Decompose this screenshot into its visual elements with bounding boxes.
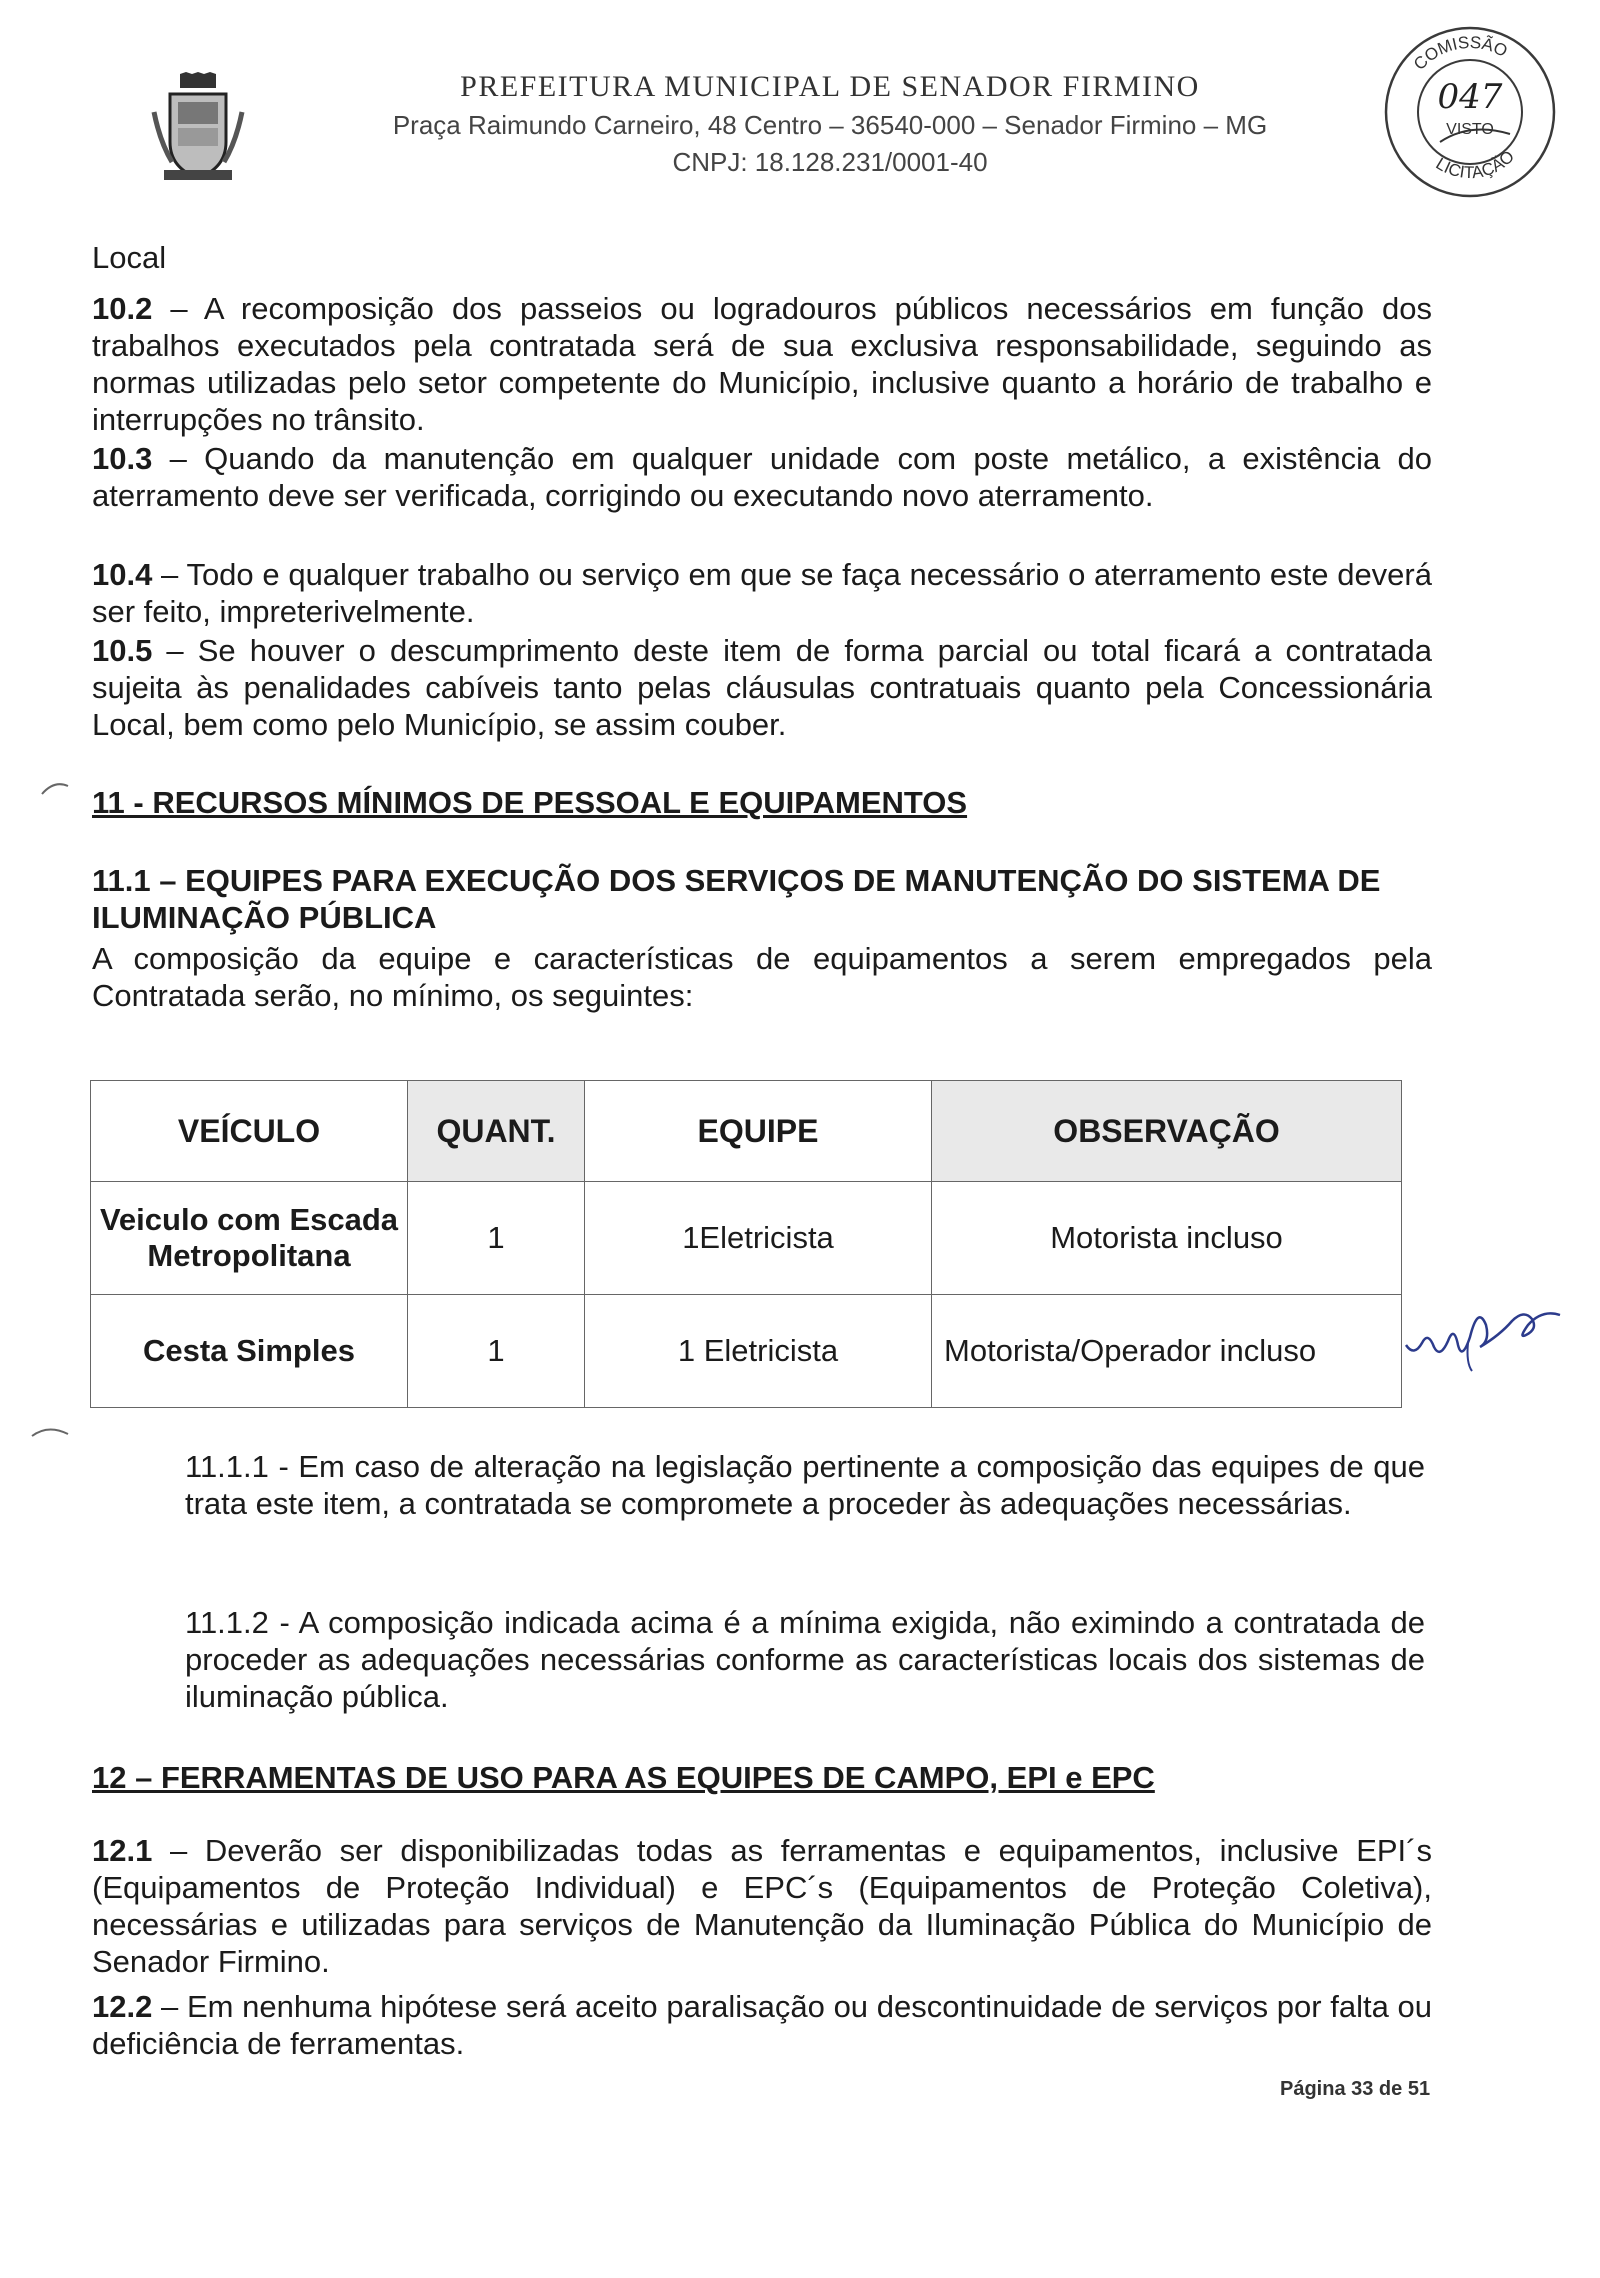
paragraph-11-1-1: 11.1.1 - Em caso de alteração na legislação pertinente a composição das equipes de que trata este item, a contratada se compromete a proceder às adequações necessárias. xyxy=(185,1449,1425,1521)
table-cell: 1 xyxy=(408,1182,585,1295)
letterhead-title: PREFEITURA MUNICIPAL DE SENADOR FIRMINO xyxy=(460,70,1200,103)
paragraph-10-3 xyxy=(92,440,1432,514)
table-row xyxy=(91,1182,1402,1295)
paragraph-text: – Quando da manutenção em qualquer unidade com poste metálico, a existência do aterramento deve ser verificada, corrigindo ou executando novo aterramento. xyxy=(92,441,1432,513)
svg-text:COMISSÃO: COMISSÃO xyxy=(1409,32,1511,74)
table-cell: Motorista incluso xyxy=(932,1182,1402,1295)
column-header: OBSERVAÇÃO xyxy=(932,1081,1402,1182)
page-number: Página 33 de 51 xyxy=(1280,2078,1431,2100)
letterhead-cnpj: CNPJ: 18.128.231/0001-40 xyxy=(672,147,988,177)
letterhead xyxy=(330,70,1330,178)
item-number: 12.2 xyxy=(92,1989,153,2024)
paragraph-text: – A recomposição dos passeios ou logradouros públicos necessários em função dos trabalhos executados pela contratada será de sua exclusiva responsabilidade, seguindo as normas utilizadas pelo setor competente do Município, inclusive quanto a horário de trabalho e interrupções no trânsito. xyxy=(92,291,1432,437)
paragraph-text: – Se houver o descumprimento deste item de forma parcial ou total ficará a contratada sujeita às penalidades cabíveis tanto pelas cláusulas contratuais quanto pela Concessionária Local, bem como pelo Município, se assim couber. xyxy=(92,633,1432,742)
paragraph-10-5 xyxy=(92,632,1432,743)
paragraph-text: – Em nenhuma hipótese será aceito paralisação ou descontinuidade de serviços por falta ou deficiência de ferramentas. xyxy=(92,1989,1432,2061)
equipment-table xyxy=(90,1080,1402,1408)
local-line: Local xyxy=(92,240,167,275)
coat-of-arms-icon xyxy=(150,72,246,184)
svg-text:LICITAÇÃO: LICITAÇÃO xyxy=(1432,146,1519,183)
table-cell: 1 Eletricista xyxy=(585,1295,932,1408)
table-cell: 1 xyxy=(408,1295,585,1408)
paragraph-12-1 xyxy=(92,1832,1432,1980)
commission-stamp xyxy=(1380,22,1560,202)
subsection-heading-11-1: 11.1 – EQUIPES PARA EXECUÇÃO DOS SERVIÇOS DE MANUTENÇÃO DO SISTEMA DE ILUMINAÇÃO PÚBLICA xyxy=(92,863,1381,935)
svg-text:047: 047 xyxy=(1437,77,1503,117)
column-header: EQUIPE xyxy=(585,1081,932,1182)
paragraph-10-2 xyxy=(92,290,1432,438)
table-header-row xyxy=(91,1081,1402,1182)
table-cell: Cesta Simples xyxy=(91,1295,408,1408)
handwritten-signature xyxy=(1400,1285,1570,1375)
column-header: QUANT. xyxy=(408,1081,585,1182)
item-number: 12.1 xyxy=(92,1833,153,1868)
item-number: 10.5 xyxy=(92,633,153,668)
table-cell: Motorista/Operador incluso xyxy=(932,1295,1402,1408)
section-heading-12: 12 – FERRAMENTAS DE USO PARA AS EQUIPES DE CAMPO, EPI e EPC xyxy=(92,1760,1155,1795)
item-number: 10.3 xyxy=(92,441,153,476)
item-number: 10.4 xyxy=(92,557,153,592)
margin-pen-mark xyxy=(30,1422,70,1442)
paragraph-text: – Deverão ser disponibilizadas todas as ferramentas e equipamentos, inclusive EPI´s (Equipamentos de Proteção Individual) e EPC´s (Equipamentos de Proteção Coletiva), necessárias e utilizadas para serviços de Manutenção da Iluminação Pública do Município de Senador Firmino. xyxy=(92,1833,1432,1979)
table-cell: Veiculo com Escada Metropolitana xyxy=(91,1182,408,1295)
column-header: VEÍCULO xyxy=(91,1081,408,1182)
table-row xyxy=(91,1295,1402,1408)
paragraph-10-4 xyxy=(92,556,1432,630)
svg-text:VISTO: VISTO xyxy=(1446,121,1494,138)
table-cell: 1Eletricista xyxy=(585,1182,932,1295)
letterhead-address: Praça Raimundo Carneiro, 48 Centro – 36540-000 – Senador Firmino – MG xyxy=(392,110,1268,140)
item-number: 10.2 xyxy=(92,291,153,326)
section-heading-11: 11 - RECURSOS MÍNIMOS DE PESSOAL E EQUIPAMENTOS xyxy=(92,785,968,820)
margin-pen-mark xyxy=(40,778,70,798)
paragraph-11-1: A composição da equipe e características de equipamentos a serem empregados pela Contratada serão, no mínimo, os seguintes: xyxy=(92,941,1432,1013)
paragraph-text: – Todo e qualquer trabalho ou serviço em que se faça necessário o aterramento este deverá ser feito, impreterivelmente. xyxy=(92,557,1432,629)
paragraph-11-1-2: 11.1.2 - A composição indicada acima é a mínima exigida, não eximindo a contratada de proceder as adequações necessárias conforme as características locais dos sistemas de iluminação pública. xyxy=(185,1605,1425,1714)
paragraph-12-2 xyxy=(92,1988,1432,2062)
